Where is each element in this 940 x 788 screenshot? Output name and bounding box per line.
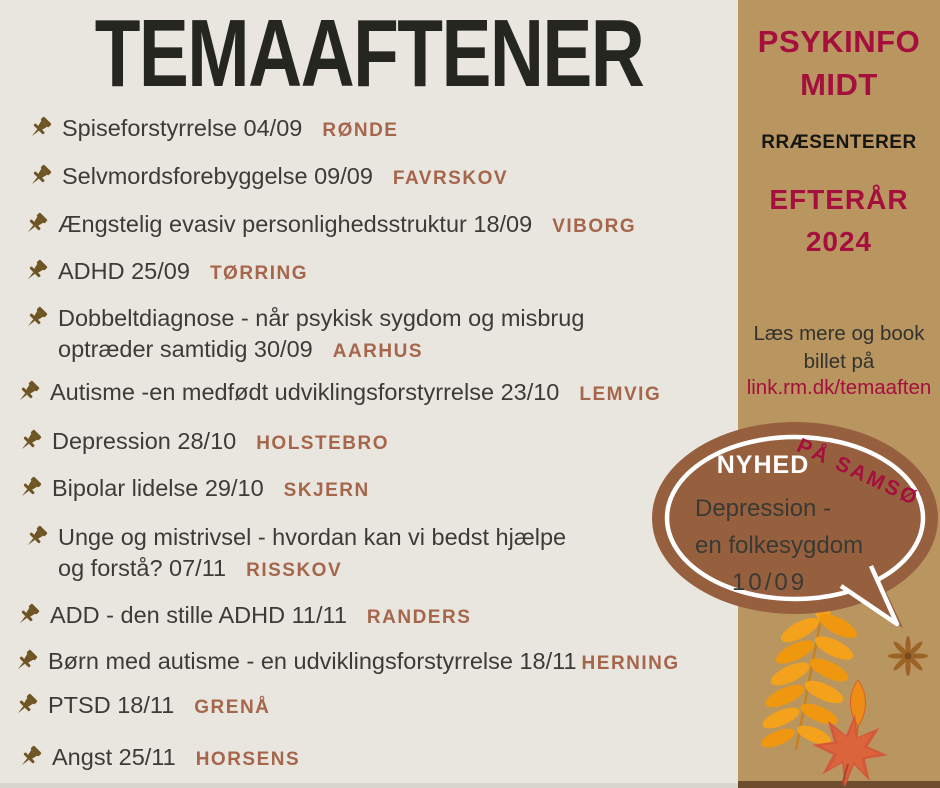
event-location: TØRRING bbox=[209, 263, 309, 284]
event-location: HOLSTEBRO bbox=[256, 433, 389, 454]
season-title bbox=[738, 179, 940, 263]
event-location: HORSENS bbox=[195, 749, 301, 770]
event-text: Unge og mistrivsel - hvordan kan vi bedst hjælpe bbox=[58, 524, 567, 550]
event-location: HERNING bbox=[581, 653, 680, 674]
presents-label: RRÆSENTERER bbox=[761, 132, 917, 153]
pushpin-icon bbox=[12, 647, 40, 675]
star-anise-icon bbox=[888, 636, 928, 676]
event-row bbox=[26, 113, 398, 146]
event-row bbox=[16, 473, 370, 506]
booking-info bbox=[738, 320, 940, 376]
news-badge: NYHED bbox=[716, 451, 810, 479]
bubble-line1: Depression - bbox=[695, 495, 832, 522]
bottom-edge-left bbox=[0, 783, 738, 788]
event-location: AARHUS bbox=[332, 341, 424, 362]
event-text-line2: og forstå? 07/11 bbox=[58, 555, 227, 581]
pushpin-icon bbox=[14, 378, 42, 406]
event-row bbox=[12, 690, 270, 723]
event-text: Børn med autisme - en udviklingsforstyrrelse 18/11 bbox=[48, 648, 577, 674]
news-speech-bubble bbox=[645, 420, 940, 638]
pushpin-icon bbox=[22, 257, 50, 285]
pushpin-icon bbox=[16, 743, 44, 771]
event-location: GRENÅ bbox=[194, 697, 271, 718]
event-location: VIBORG bbox=[552, 216, 637, 237]
pushpin-icon bbox=[16, 427, 44, 455]
booking-info-line2: billet på bbox=[803, 350, 875, 373]
event-row bbox=[16, 742, 300, 775]
event-text: ADHD 25/09 bbox=[58, 258, 190, 284]
page-title: TEMAAFTENER bbox=[94, 0, 644, 107]
event-location: SKJERN bbox=[283, 480, 370, 501]
event-row bbox=[22, 522, 566, 586]
event-text: PTSD 18/11 bbox=[48, 692, 175, 718]
bubble-line3: 10/09 bbox=[732, 569, 808, 596]
event-row bbox=[16, 426, 389, 459]
season-line1: EFTERÅR bbox=[769, 184, 909, 215]
event-row bbox=[22, 303, 584, 367]
event-location: RISSKOV bbox=[246, 560, 343, 581]
pushpin-icon bbox=[12, 691, 40, 719]
bubble-event-text bbox=[695, 490, 863, 601]
event-row bbox=[26, 161, 508, 194]
event-location: RØNDE bbox=[322, 120, 399, 141]
event-text: Angst 25/11 bbox=[52, 744, 176, 770]
pushpin-icon bbox=[16, 474, 44, 502]
event-row bbox=[12, 646, 680, 679]
event-text: ADD - den stille ADHD 11/11 bbox=[50, 602, 347, 628]
event-text: Ængstelig evasiv personlighedsstruktur 18/09 bbox=[58, 211, 533, 237]
samso-rotated-label: PÅ SAMSØ bbox=[793, 434, 923, 511]
event-text-line2: optræder samtidig 30/09 bbox=[58, 336, 313, 362]
brand-line2: MIDT bbox=[800, 67, 878, 102]
pushpin-icon bbox=[22, 304, 50, 332]
event-row bbox=[22, 209, 636, 242]
brand-line1: PSYKINFO bbox=[757, 24, 921, 59]
brand-title bbox=[738, 20, 940, 106]
event-text: Depression 28/10 bbox=[52, 428, 237, 454]
event-row bbox=[14, 377, 661, 410]
booking-link[interactable]: link.rm.dk/temaaften bbox=[746, 376, 932, 399]
pushpin-icon bbox=[14, 601, 42, 629]
event-text: Dobbeltdiagnose - når psykisk sygdom og misbrug bbox=[58, 305, 585, 331]
season-line2: 2024 bbox=[805, 226, 873, 257]
pushpin-icon bbox=[26, 162, 54, 190]
event-location: RANDERS bbox=[366, 607, 472, 628]
pushpin-icon bbox=[22, 523, 50, 551]
event-text: Bipolar lidelse 29/10 bbox=[52, 475, 264, 501]
event-location: FAVRSKOV bbox=[392, 168, 509, 189]
booking-info-line1: Læs mere og book bbox=[753, 322, 925, 345]
pushpin-icon bbox=[22, 210, 50, 238]
pushpin-icon bbox=[26, 114, 54, 142]
event-text: Selvmordsforebyggelse 09/09 bbox=[62, 163, 373, 189]
event-location: LEMVIG bbox=[579, 384, 662, 405]
event-text: Autisme -en medfødt udviklingsforstyrrelse 23/10 bbox=[50, 379, 560, 405]
bubble-line2: en folkesygdom bbox=[695, 532, 864, 559]
event-row bbox=[14, 600, 471, 633]
event-row bbox=[22, 256, 308, 289]
event-text: Spiseforstyrrelse 04/09 bbox=[62, 115, 303, 141]
